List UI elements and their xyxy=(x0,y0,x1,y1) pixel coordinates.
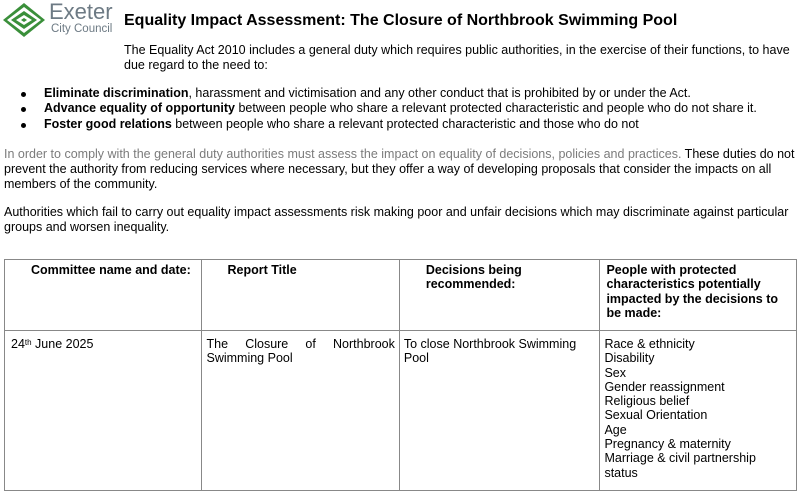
bullet-bold-text: Eliminate discrimination xyxy=(44,86,189,100)
duty-bullet-list xyxy=(0,86,800,132)
compliance-text: These duties do not prevent the authority from reducing services where necessary, but they offer a way of developing proposals that consider the impacts on all members of the community. xyxy=(4,147,795,191)
list-item xyxy=(0,86,800,101)
logo-subtitle: City Council xyxy=(51,23,113,35)
list-item: Age xyxy=(604,422,627,437)
bullet-text: between people who share a relevant protected characteristic and people who do not share it. xyxy=(235,101,757,116)
bullet-icon xyxy=(21,92,26,97)
header-decisions: Decisions being recommended: xyxy=(399,260,600,331)
list-item xyxy=(0,117,800,132)
impact-table xyxy=(4,259,797,491)
list-item: Sex xyxy=(604,365,626,380)
list-item: Pregnancy & maternity xyxy=(604,437,731,452)
compliance-paragraph xyxy=(4,147,797,192)
exeter-city-council-logo xyxy=(0,0,118,40)
cell-characteristics xyxy=(600,331,797,491)
bullet-bold-text: Foster good relations xyxy=(44,116,172,131)
date-rest: June 2025 xyxy=(31,337,94,351)
list-item: Religious belief xyxy=(604,394,690,409)
header-report-title: Report Title xyxy=(202,260,399,331)
list-item: Marriage & civil partnership status xyxy=(604,451,756,480)
risk-paragraph: Authorities which fail to carry out equality impact assessments risk making poor and unfair decisions which may discriminate against particular groups and worsen inequality. xyxy=(4,205,789,234)
compliance-grey-text: In order to comply with the general duty authorities must assess the impact on equality of decisions, policies and practices. xyxy=(4,147,682,161)
list-item: Sexual Orientation xyxy=(604,408,708,423)
bullet-icon xyxy=(21,123,26,128)
logo-name: Exeter xyxy=(49,0,113,24)
list-item xyxy=(0,101,800,116)
table-row xyxy=(5,331,797,491)
cell-committee-date xyxy=(5,331,202,491)
list-item: Disability xyxy=(604,351,655,366)
page-title: Equality Impact Assessment: The Closure of Northbrook Swimming Pool xyxy=(124,12,678,29)
header-committee: Committee name and date: xyxy=(5,260,202,331)
list-item: Gender reassignment xyxy=(604,379,725,394)
council-emblem-icon xyxy=(2,2,46,38)
cell-decision: To close Northbrook Swimming Pool xyxy=(399,331,600,491)
bullet-bold-text: Advance equality of opportunity xyxy=(44,101,235,116)
bullet-text: , harassment and victimisation and any other conduct that is prohibited by or under the Act. xyxy=(188,86,691,100)
date-suffix: th xyxy=(24,338,32,347)
list-item: Race & ethnicity xyxy=(604,337,695,351)
cell-report-title: The Closure of Northbrook Swimming Pool xyxy=(202,331,399,491)
bullet-icon xyxy=(21,107,26,112)
bullet-text: between people who share a relevant protected characteristic and those who do not xyxy=(171,116,639,131)
intro-paragraph: The Equality Act 2010 includes a general duty which requires public authorities, in the exercise of their functions, to have due regard to the need to: xyxy=(124,43,790,72)
date-day: 24 xyxy=(11,337,25,351)
table-header-row xyxy=(5,260,797,331)
header-protected-characteristics: People with protected characteristics potentially impacted by the decisions to be made: xyxy=(600,260,797,331)
characteristics-list xyxy=(604,337,792,480)
